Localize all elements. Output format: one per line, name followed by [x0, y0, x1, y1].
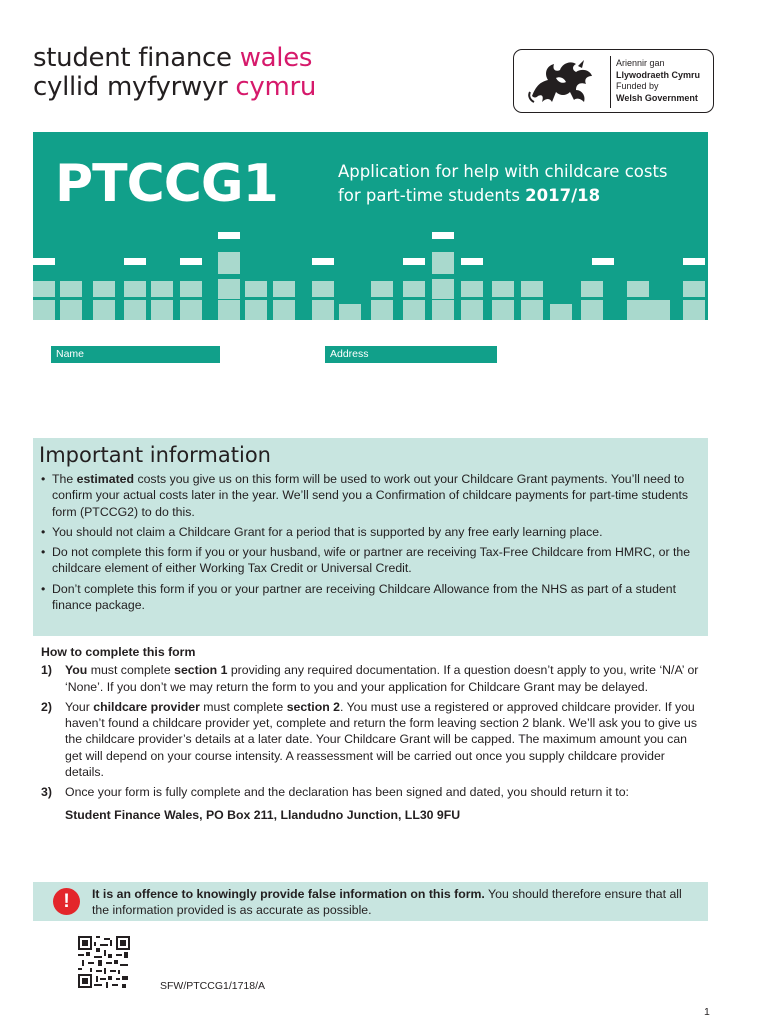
decorative-bar — [218, 232, 240, 239]
brand-line-english: student finance wales — [33, 43, 313, 73]
list-item: • You should not claim a Childcare Grant for a period that is supported by any free early learning place. — [41, 524, 701, 540]
decorative-bar — [648, 300, 670, 320]
decorative-bar — [180, 258, 202, 265]
applicant-details — [33, 320, 708, 438]
decorative-bar — [312, 258, 334, 265]
decorative-bar — [432, 232, 454, 239]
form-code: PTCCG1 — [55, 154, 278, 214]
decorative-bar — [627, 281, 649, 297]
decorative-bar — [432, 252, 454, 274]
decorative-bar — [371, 281, 393, 297]
decorative-bar — [33, 300, 55, 320]
decorative-bar — [245, 300, 267, 320]
decorative-bar — [218, 252, 240, 274]
decorative-bar — [461, 258, 483, 265]
step-1: 1) You must complete section 1 providing any required documentation. If a question doesn’t apply to you, write ‘N/A’ or ‘None’. If you don’t we may return the form to you and your application for Childcare Grant may be delayed. — [41, 663, 699, 694]
academic-year: 2017/18 — [525, 186, 601, 205]
decorative-bar — [461, 281, 483, 297]
decorative-bar — [93, 300, 115, 320]
warning-banner — [33, 882, 708, 921]
decorative-bar — [273, 281, 295, 297]
list-item: • Don’t complete this form if you or your partner are receiving Childcare Allowance from the NHS as part of a student finance package. — [41, 581, 701, 614]
name-field-label: Name — [51, 346, 220, 363]
decorative-bar — [218, 300, 240, 320]
brand-logo — [33, 44, 316, 102]
decorative-bar — [60, 281, 82, 297]
decorative-bar — [432, 300, 454, 320]
decorative-bar — [432, 279, 454, 299]
decorative-bar — [180, 281, 202, 297]
return-address: Student Finance Wales, PO Box 211, Llandudno Junction, LL30 9FU — [65, 807, 461, 822]
decorative-bar — [245, 281, 267, 297]
page-number: 1 — [704, 1006, 710, 1018]
logo-text: Ariennir gan Llywodraeth Cymru Funded by Welsh Government — [616, 58, 701, 103]
address-field-label: Address — [325, 346, 497, 363]
decorative-bar — [683, 281, 705, 297]
important-list — [41, 471, 701, 617]
decorative-bar — [312, 281, 334, 297]
decorative-bar — [93, 281, 115, 297]
important-heading: Important information — [39, 443, 271, 467]
decorative-bar — [124, 300, 146, 320]
decorative-bar — [403, 258, 425, 265]
decorative-bar — [273, 300, 295, 320]
logo-divider — [610, 56, 611, 108]
step-3: 3) Once your form is fully complete and the declaration has been signed and dated, you should return it to: — [41, 785, 629, 800]
decorative-bar — [521, 300, 543, 320]
decorative-bar — [312, 300, 334, 320]
decorative-bar — [492, 300, 514, 320]
decorative-bar — [683, 300, 705, 320]
decorative-bar — [124, 281, 146, 297]
decorative-bar — [683, 258, 705, 265]
warning-text: It is an offence to knowingly provide false information on this form. You should therefore ensure that all the information provided is as accurate as possible. — [92, 887, 682, 917]
welsh-government-logo — [513, 49, 714, 113]
form-banner — [33, 132, 708, 320]
decorative-bar — [371, 300, 393, 320]
decorative-bar — [550, 304, 572, 320]
step-2: 2) Your childcare provider must complete section 2. You must use a registered or approved childcare provider. If you haven’t found a childcare provider yet, complete and return the form leaving section 2 blank. We’ll ask you to give us the childcare provider’s details at a later date. Your Childcare Grant will be capped. The maximum amount you can get will depend on your course intensity. A reassessment will be carried out once you supply childcare provider details. — [41, 699, 698, 780]
decorative-bar — [218, 279, 240, 299]
decorative-bar — [461, 300, 483, 320]
decorative-bar — [339, 304, 361, 320]
decorative-bar — [151, 300, 173, 320]
decorative-bar — [33, 258, 55, 265]
decorative-bar — [627, 300, 649, 320]
decorative-bar — [60, 300, 82, 320]
decorative-bar — [403, 300, 425, 320]
form-reference: SFW/PTCCG1/1718/A — [160, 980, 266, 992]
welsh-dragon-icon — [526, 56, 600, 108]
decorative-bar — [124, 258, 146, 265]
exclamation-icon: ! — [53, 888, 80, 915]
list-item: • Do not complete this form if you or your husband, wife or partner are receiving Tax-Free Childcare from HMRC, or the childcare element of either Working Tax Credit or Universal Credit. — [41, 544, 701, 577]
howto-heading: How to complete this form — [41, 645, 196, 659]
list-item: • The estimated costs you give us on this form will be used to work out your Childcare Grant payments. You’ll need to confirm your actual costs later in the year. We’ll send you a Confirmation of childcare payments for part-time students form (PTCCG2) to do this. — [41, 471, 701, 520]
decorative-bar — [492, 281, 514, 297]
decorative-bar — [180, 300, 202, 320]
form-title: Application for help with childcare costs for part-time students 2017/18 — [338, 162, 668, 205]
decorative-bar — [581, 300, 603, 320]
qr-code-icon — [78, 936, 130, 988]
decorative-bar — [581, 281, 603, 297]
brand-line-welsh: cyllid myfyrwyr cymru — [33, 72, 317, 102]
important-information-panel — [33, 438, 708, 636]
decorative-bar — [151, 281, 173, 297]
decorative-bar — [33, 281, 55, 297]
decorative-bar — [403, 281, 425, 297]
decorative-bar — [521, 281, 543, 297]
decorative-bar — [592, 258, 614, 265]
how-to-complete-section — [41, 644, 701, 823]
